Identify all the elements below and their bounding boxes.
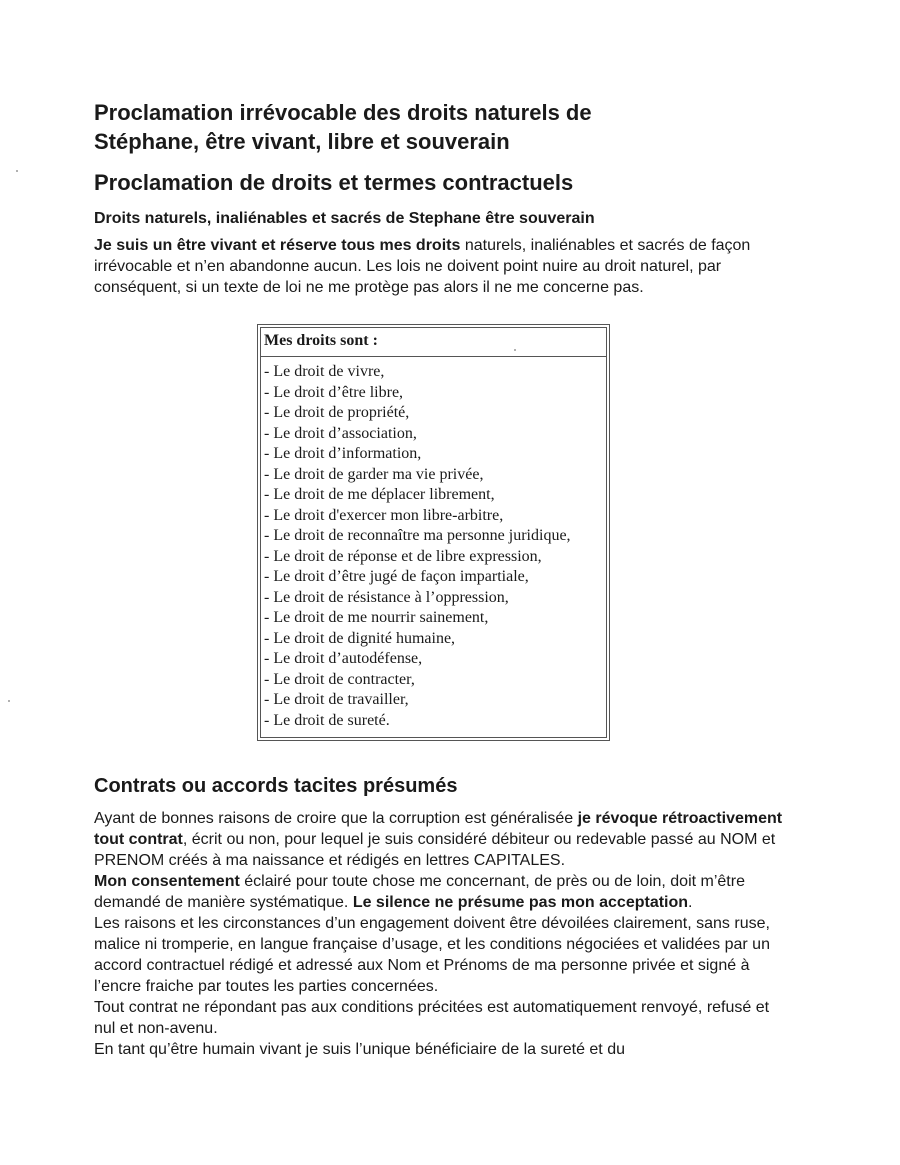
rights-list-item: - Le droit de dignité humaine, [264,629,456,647]
rights-list-item: - Le droit de vivre, [264,363,385,380]
paragraph-nullity: Tout contrat ne répondant pas aux conditions précitées est automatiquement renvoyé, refusé et nul et non-avenu. [94,999,770,1037]
paragraph-consent [94,871,784,913]
scan-speck [514,349,516,351]
title-line-1: Proclamation irrévocable des droits naturels de [94,100,592,125]
p2-bold-2: Le silence ne présume pas mon acceptation [352,894,689,911]
rights-list-item: - Le droit d'exercer mon libre-arbitre, [264,506,504,524]
paragraph-beneficiary: En tant qu’être humain vivant je suis l’unique bénéficiaire de la sureté et du [94,1041,625,1058]
rights-list-item: - Le droit de me déplacer librement, [264,486,495,503]
rights-list-item: - Le droit d’être jugé de façon impartiale, [264,568,529,585]
rights-list-item: - Le droit d’autodéfense, [264,650,423,667]
p2-bold-1: Mon consentement [94,873,240,890]
rights-table-header: Mes droits sont : [261,328,606,357]
rights-table [257,324,610,741]
p2-text-b: . [688,894,693,911]
rights-list-item: - Le droit d’information, [264,445,422,462]
rights-list-item: - Le droit de garder ma vie privée, [264,465,484,483]
rights-list-item: - Le droit de sureté. [264,711,390,729]
p1-text-b: , écrit ou non, pour lequel je suis considéré débiteur ou redevable passé au NOM et PRENOM créés à ma naissance et rédigés en lettres CAPITALES. [94,831,776,869]
scan-speck [8,700,10,702]
scan-speck [16,170,18,172]
rights-list-item: - Le droit d’association, [264,424,417,442]
rights-list-item: - Le droit de contracter, [264,670,415,688]
section-heading: Droits naturels, inaliénables et sacrés de Stephane être souverain [94,210,595,227]
paragraph-conditions: Les raisons et les circonstances d’un engagement doivent être dévoilées clairement, sans ruse, malice ni tromperie, en langue française d’usage, et les conditions négociées et validées par un accord contractuel rédigé et adressé aux Nom et Prénoms de ma personne privée et signé à l’encre fraiche par toutes les parties concernées. [94,915,770,995]
intro-bold: Je suis un être vivant et réserve tous mes droits [94,237,461,254]
contracts-body [94,808,784,1060]
document-subtitle: Proclamation de droits et termes contractuels [94,170,574,195]
intro-paragraph [94,235,774,298]
rights-table-inner [260,327,607,738]
rights-list-item: - Le droit de reconnaître ma personne juridique, [264,527,571,544]
intro-rest: naturels, inaliénables et sacrés de façon irrévocable et n’en abandonne aucun. Les lois ne doivent point nuire au droit naturel, par conséquent, si un texte de loi ne me protège pas alors il ne me concerne pas. [94,237,751,296]
paragraph-revocation [94,808,784,871]
rights-list-item: - Le droit de propriété, [264,404,410,421]
rights-list-item: - Le droit d’être libre, [264,383,404,401]
rights-list [261,357,606,731]
p1-bold: je révoque rétroactivement tout contrat [94,810,783,848]
p1-text-a: Ayant de bonnes raisons de croire que la corruption est généralisée [94,810,578,827]
contracts-heading: Contrats ou accords tacites présumés [94,775,458,797]
rights-list-item: - Le droit de résistance à l’oppression, [264,588,509,606]
p2-text-a: éclairé pour toute chose me concernant, de près ou de loin, doit m’être demandé de manière systématique. [94,873,745,911]
document-title [94,98,734,156]
rights-list-item: - Le droit de me nourrir sainement, [264,609,489,626]
rights-list-item: - Le droit de travailler, [264,691,409,708]
rights-list-item: - Le droit de réponse et de libre expression, [264,547,542,565]
title-line-2: Stéphane, être vivant, libre et souverain [94,129,510,154]
